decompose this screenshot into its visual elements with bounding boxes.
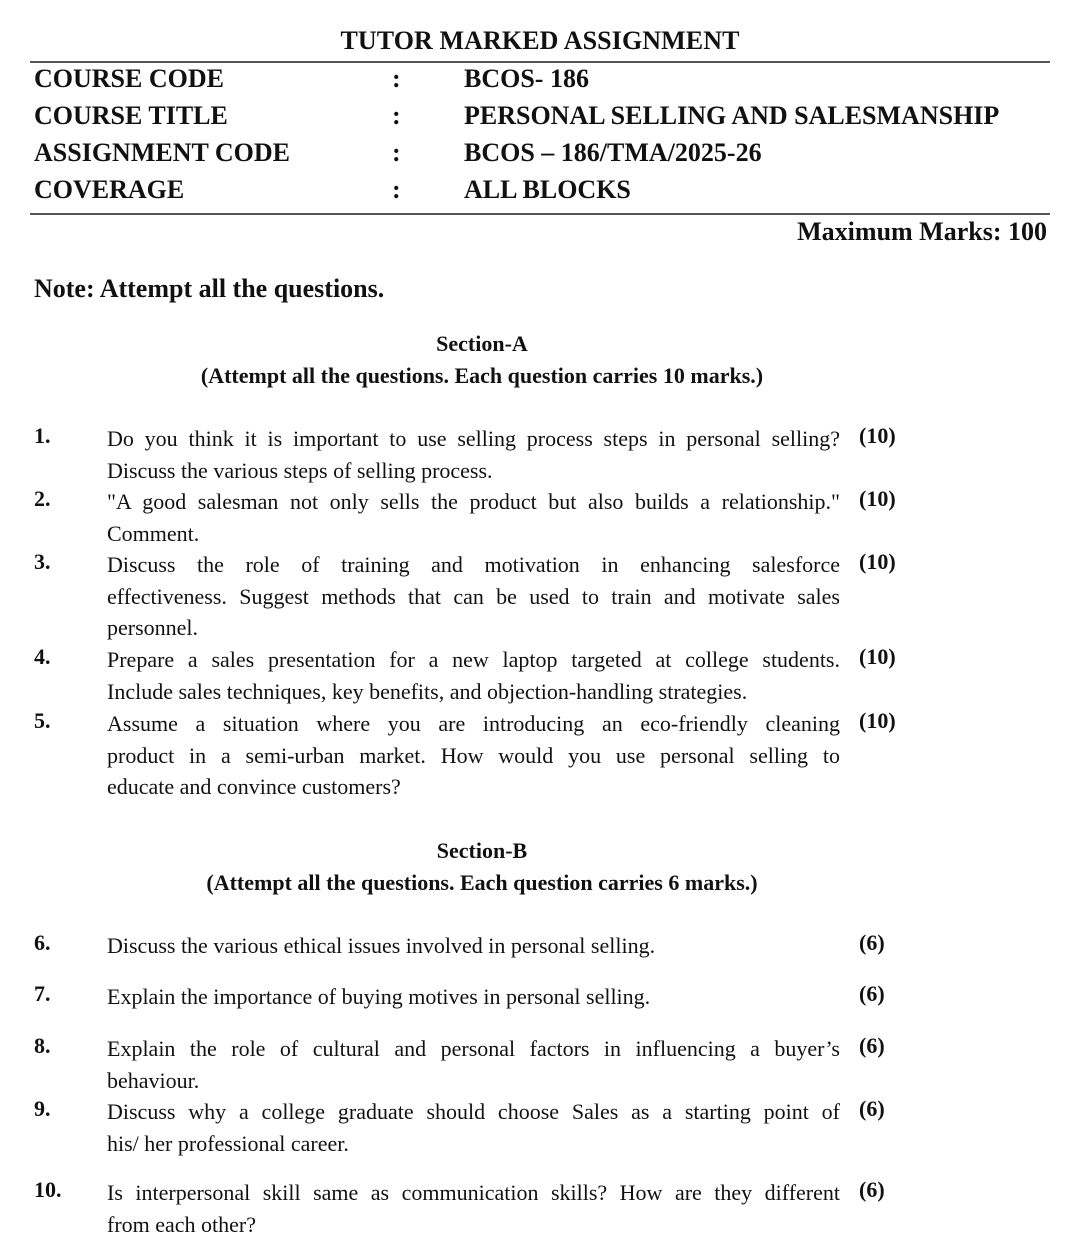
meta-row-assignment-code	[34, 138, 1064, 174]
question-text	[107, 486, 840, 549]
section-b-title: Section-B	[436, 838, 528, 863]
question-line: Explain the role of cultural and personal factors in influencing a buyer’s	[107, 1036, 840, 1061]
question-line: "A good salesman not only sells the product but also builds a relationship."	[107, 489, 840, 514]
meta-label: COURSE CODE	[34, 64, 224, 93]
note: Note: Attempt all the questions.	[34, 274, 385, 303]
question-line: Discuss the various steps of selling process.	[107, 457, 493, 483]
question-text	[107, 549, 840, 644]
section-a-title: Section-A	[436, 331, 528, 356]
question-text	[107, 423, 840, 486]
question-number: 6.	[34, 930, 51, 955]
question-marks: (6)	[859, 1033, 885, 1058]
question-marks: (6)	[859, 1096, 885, 1121]
question-line: Is interpersonal skill same as communication skills? How are they different	[107, 1180, 840, 1205]
question-text	[107, 981, 840, 1013]
question-line: Do you think it is important to use selling process steps in personal selling?	[107, 426, 840, 451]
meta-label: COURSE TITLE	[34, 101, 228, 130]
question-number: 9.	[34, 1096, 51, 1121]
section-b-instruction: (Attempt all the questions. Each question carries 6 marks.)	[206, 870, 758, 895]
question-line: Assume a situation where you are introducing an eco-friendly cleaning	[107, 711, 840, 736]
meta-colon: :	[392, 101, 401, 130]
question-number: 4.	[34, 644, 51, 669]
question-text	[107, 1096, 840, 1159]
question-line: Include sales techniques, key benefits, and objection-handling strategies.	[107, 678, 748, 704]
meta-value: PERSONAL SELLING AND SALESMANSHIP	[464, 101, 1000, 130]
question-marks: (10)	[859, 423, 896, 448]
question-marks: (10)	[859, 486, 896, 511]
question-line: Discuss why a college graduate should choose Sales as a starting point of	[107, 1099, 840, 1124]
meta-row-coverage	[34, 175, 1064, 211]
meta-colon: :	[392, 64, 401, 93]
meta-label: ASSIGNMENT CODE	[34, 138, 290, 167]
meta-colon: :	[392, 175, 401, 204]
question-marks: (10)	[859, 549, 896, 574]
question-line: from each other?	[107, 1211, 257, 1237]
question-number: 3.	[34, 549, 51, 574]
meta-colon: :	[392, 138, 401, 167]
header-bottom-rule	[30, 213, 1050, 215]
question-line: personnel.	[107, 615, 199, 640]
document-title	[0, 26, 1080, 56]
question-number: 7.	[34, 981, 51, 1006]
question-number: 8.	[34, 1033, 51, 1058]
header-top-rule	[30, 61, 1050, 63]
maximum-marks: Maximum Marks: 100	[797, 217, 1047, 246]
meta-value: ALL BLOCKS	[464, 175, 631, 204]
question-text	[107, 644, 840, 707]
question-text	[107, 1177, 840, 1240]
question-line: product in a semi-urban market. How would you use personal selling to	[107, 742, 840, 768]
question-text	[107, 1033, 840, 1096]
question-marks: (10)	[859, 644, 896, 669]
question-number: 2.	[34, 486, 51, 511]
meta-value: BCOS- 186	[464, 64, 589, 93]
question-line: his/ her professional career.	[107, 1130, 349, 1156]
question-text	[107, 930, 840, 962]
document-title-text: TUTOR MARKED ASSIGNMENT	[340, 26, 740, 55]
question-number: 10.	[34, 1177, 62, 1202]
question-marks: (6)	[859, 981, 885, 1006]
question-line: Prepare a sales presentation for a new laptop targeted at college students.	[107, 647, 840, 672]
question-text	[107, 708, 840, 803]
question-line: behaviour.	[107, 1067, 200, 1093]
question-line: Discuss the role of training and motivation in enhancing salesforce	[107, 552, 840, 577]
question-line: educate and convince customers?	[107, 774, 401, 799]
meta-value: BCOS – 186/TMA/2025-26	[464, 138, 762, 167]
question-marks: (10)	[859, 708, 896, 733]
meta-row-course-code	[34, 64, 1064, 100]
question-line: effectiveness. Suggest methods that can be used to train and motivate sales	[107, 583, 840, 609]
section-a-instruction: (Attempt all the questions. Each question carries 10 marks.)	[200, 363, 764, 388]
question-marks: (6)	[859, 930, 885, 955]
question-number: 1.	[34, 423, 51, 448]
question-number: 5.	[34, 708, 51, 733]
question-line: Discuss the various ethical issues involved in personal selling.	[107, 933, 656, 958]
question-line: Explain the importance of buying motives in personal selling.	[107, 984, 651, 1009]
meta-row-course-title	[34, 101, 1064, 137]
question-marks: (6)	[859, 1177, 885, 1202]
meta-label: COVERAGE	[34, 175, 185, 204]
question-line: Comment.	[107, 520, 200, 546]
